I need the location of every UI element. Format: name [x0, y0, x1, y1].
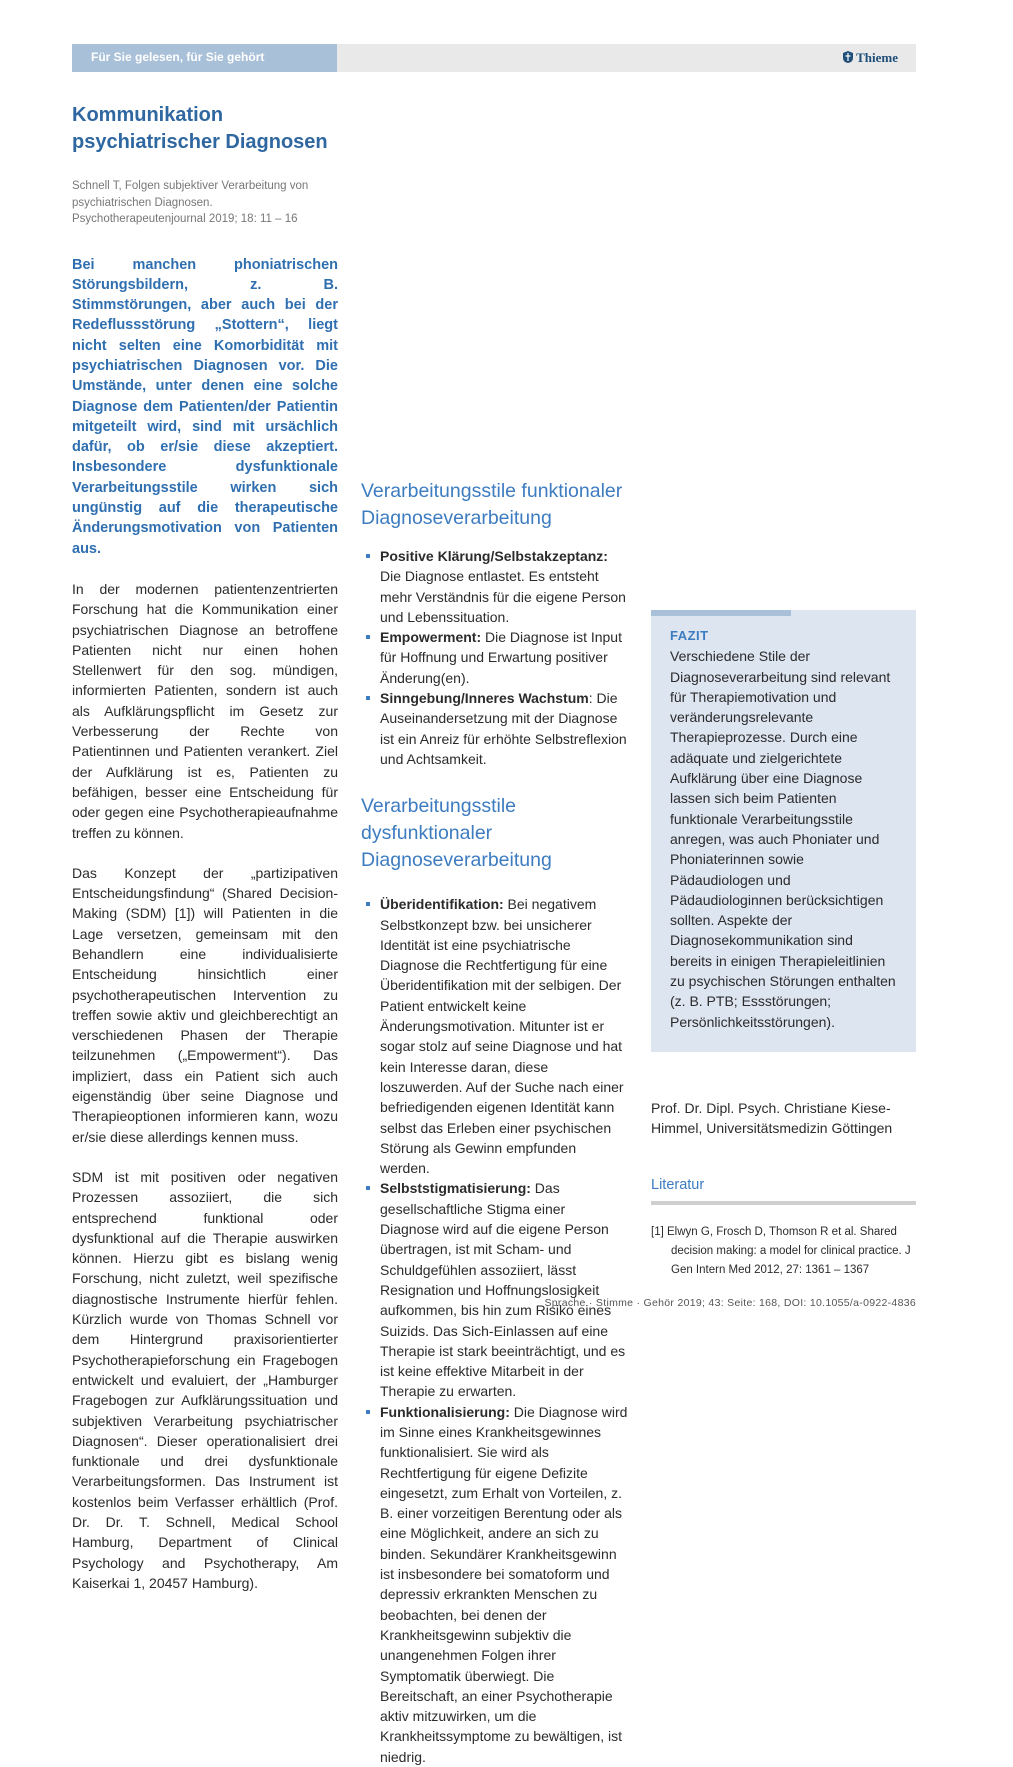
list-item-text: Die Diagnose wird im Sinne eines Krankheitsgewinnes funktionalisiert. Sie wird als Rechtfertigung für eigene Defizite eingesetzt, zum Erhalt von Vorteilen, z. B. einer vorzeitigen Berentung oder als eine Möglichkeit, andere an sich zu binden. Sekundärer Krankheitsgewinn ist insbesondere bei somatoform und depressiv erkrankten Menschen zu beobachten, bei denen der Krankheitsgewinn subjektiv die unangenehmen Folgen ihrer Symptomatik überwiegt. Die Bereitschaft, an einer Psychotherapie aktiv mitzuwirken, um die Krankheitssymptome zu bewältigen, ist niedrig. — [380, 1403, 628, 1765]
section-heading-dysfunctional: Verarbeitungsstile dysfunktionaler Diagnoseverarbeitung — [361, 795, 552, 872]
fazit-accent-bar — [651, 610, 791, 616]
list-item — [361, 627, 628, 688]
list-item-text: Das gesellschaftliche Stigma einer Diagnose wird auf die eigene Person übertragen, ist mit Scham- und Schuldgefühlen assoziiert, lässt Resignation und Hoffnungslosigkeit aufkommen, bis hin zum Risiko eines Suizids. Das Sich-Einlassen auf eine Therapie ist stark beeinträchtigt, und es ist keine effektive Mitarbeit in der Therapie zu erwarten. — [380, 1180, 626, 1400]
fazit-text: Verschiedene Stile der Diagnoseverarbeitung sind relevant für Therapiemotivation und veränderungsrelevante Therapieprozesse. Durch eine adäquate und zielgerichtete Aufklärung über eine Diagnose lassen sich beim Patienten funktionale Verarbeitungsstile anregen, was auch Phoniater und Phoniaterinnen sowie Pädaudiologen und Pädaudiologinnen berücksichtigen sollten. Aspekte der Diagnosekommunikation sind bereits in einigen Therapieleitlinien zu psychischen Störungen enthalten (z. B. PTB; Essstörungen; Persönlichkeitsstörungen). — [670, 648, 896, 1030]
column-1 — [72, 100, 338, 1593]
list-item — [361, 1402, 628, 1767]
reference-text: Elwyn G, Frosch D, Thomson R et al. Shared decision making: a model for clinical practice. J Gen Intern Med 2012, 27: 1361 – 1367 — [667, 1225, 911, 1276]
list-item — [361, 894, 628, 1178]
reference-number: [1] — [651, 1225, 664, 1238]
author-line: Prof. Dr. Dipl. Psych. Christiane Kiese-Himmel, Universitätsmedizin Göttingen — [651, 1099, 893, 1137]
list-item-term: Überidentifikation: — [380, 896, 504, 913]
article-lead: Bei manchen phoniatrischen Störungsbildern, z. B. Stimmstörungen, aber auch bei der Redeflussstörung „Stottern“, liegt nicht selten eine Komorbidität mit psychiatrischen Diagnosen vor. Die Umstände, unter denen eine solche Diagnose dem Patienten/der Patientin mitgeteilt wird, sind mit ursächlich dafür, ob er/sie diese akzeptiert. Insbesondere dysfunktionale Verarbeitungsstile wirken sich ungünstig auf die therapeutische Änderungsmotivation von Patienten aus. — [72, 256, 338, 557]
column-3 — [651, 610, 916, 1280]
dysfunctional-list — [361, 894, 628, 1767]
list-item-term: Sinngebung/Inneres Wachstum — [380, 690, 589, 707]
literature-heading: Literatur — [651, 1176, 705, 1193]
list-item — [361, 688, 628, 769]
section-label: Für Sie gelesen, für Sie gehört — [91, 50, 265, 64]
literature-section — [651, 1175, 916, 1280]
body-paragraph-2: Das Konzept der „partizipativen Entscheidungsfindung“ (Shared Decision-Making (SDM) [1]) will Patienten in die Lage versetzen, gemeinsam mit den Behandlern eine individualisierte Entscheidung hinsichtlich einer psychotherapeutischen Intervention zu treffen sowie aktiv und gleichberechtigt an verschiedenen Phasen der Therapie teilzunehmen („Empowerment“). Das impliziert, dass ein Patient sich auch eigenständig über seine Diagnose und Therapieoptionen informieren kann, wozu er/sie diese allerdings kennen muss. — [72, 864, 338, 1145]
list-item-text: Die Diagnose entlastet. Es entsteht mehr Verständnis für die eigene Person und Lebenssituation. — [380, 568, 626, 625]
list-item — [361, 546, 628, 627]
fazit-label: FAZIT — [670, 628, 709, 643]
column-2 — [361, 478, 628, 1767]
article-citation: Schnell T, Folgen subjektiver Verarbeitung von psychiatrischen Diagnosen. Psychotherapeutenjournal 2019; 18: 11 – 16 — [72, 180, 309, 225]
list-item-term: Selbststigmatisierung: — [380, 1180, 531, 1197]
list-item-term: Positive Klärung/Selbstakzeptanz: — [380, 548, 608, 564]
section-heading-functional: Verarbeitungsstile funktionaler Diagnoseverarbeitung — [361, 480, 623, 529]
list-item-text: Die Diagnose ist Input für Hoffnung und Erwartung positiver Änderung(en). — [380, 629, 622, 686]
publisher-name: Thieme — [856, 50, 898, 65]
body-paragraph-1: In der modernen patientenzentrierten Forschung hat die Kommunikation einer psychiatrischen Diagnose an betroffene Patienten nicht nur einen hohen Stellenwert für den sog. mündigen, informierten Patienten, sondern ist auch als Aufklärungspflicht im Gesetz zur Verbesserung der Rechte von Patientinnen und Patienten verankert. Ziel der Aufklärung ist es, Patienten zu befähigen, besser eine Entscheidung für oder gegen eine Psychotherapieaufnahme treffen zu können. — [72, 580, 338, 841]
article-title: Kommunikation psychiatrischer Diagnosen — [72, 104, 328, 153]
body-paragraph-3: SDM ist mit positiven oder negativen Prozessen assoziiert, die sich entsprechend funktional oder dysfunktional auf die Therapie auswirken können. Hierzu gibt es bislang wenig Forschung, nicht zuletzt, weil spezifische diagnostische Instrumente hierfür fehlen. Kürzlich wurde von Thomas Schnell vor dem Hintergrund praxisorientierter Psychotherapieforschung ein Fragebogen entwickelt und evaluiert, der „Hamburger Fragebogen zur Aufklärungssituation und subjektiven Verarbeitung psychiatrischer Diagnosen“. Dieser operationalisiert drei funktionale und drei dysfunktionale Verarbeitungsformen. Das Instrument ist kostenlos beim Verfasser erhältlich (Prof. Dr. Dr. T. Schnell, Medical School Hamburg, Department of Clinical Psychology and Psychotherapy, Am Kaiserkai 1, 20457 Hamburg). — [72, 1168, 338, 1591]
list-item-term: Empowerment: — [380, 629, 482, 646]
fazit-box — [651, 610, 916, 1052]
list-item — [361, 1178, 628, 1401]
list-item-text: Bei negativem Selbstkonzept bzw. bei unsicherer Identität ist eine psychiatrische Diagnose die Rechtfertigung für eine Überidentifikation mit der selbigen. Der Patient entwickelt keine Änderungsmotivation. Mitunter ist er sogar stolz auf seine Diagnose und hat kein Interesse daran, diese loszuwerden. Auf der Suche nach einer befriedigenden eigenen Identität kann selbst das Erleben einer psychischen Störung als Gewinn empfunden werden. — [380, 896, 624, 1177]
list-item-term: Funktionalisierung: — [380, 1403, 510, 1420]
list-item-text: : Die Auseinandersetzung mit der Diagnose ist ein Anreiz für erhöhte Selbstreflexion und Achtsamkeit. — [380, 690, 627, 767]
thieme-emblem-icon — [843, 51, 853, 63]
reference-item — [651, 1223, 916, 1280]
publisher-logo — [843, 50, 898, 66]
page-footer: Sprache · Stimme · Gehör 2019; 43: Seite: 168, DOI: 10.1055/a-0922-4836 — [544, 1297, 916, 1309]
section-label-band — [72, 44, 337, 72]
literature-divider — [651, 1201, 916, 1205]
functional-list — [361, 546, 628, 769]
header-bar — [337, 44, 916, 72]
